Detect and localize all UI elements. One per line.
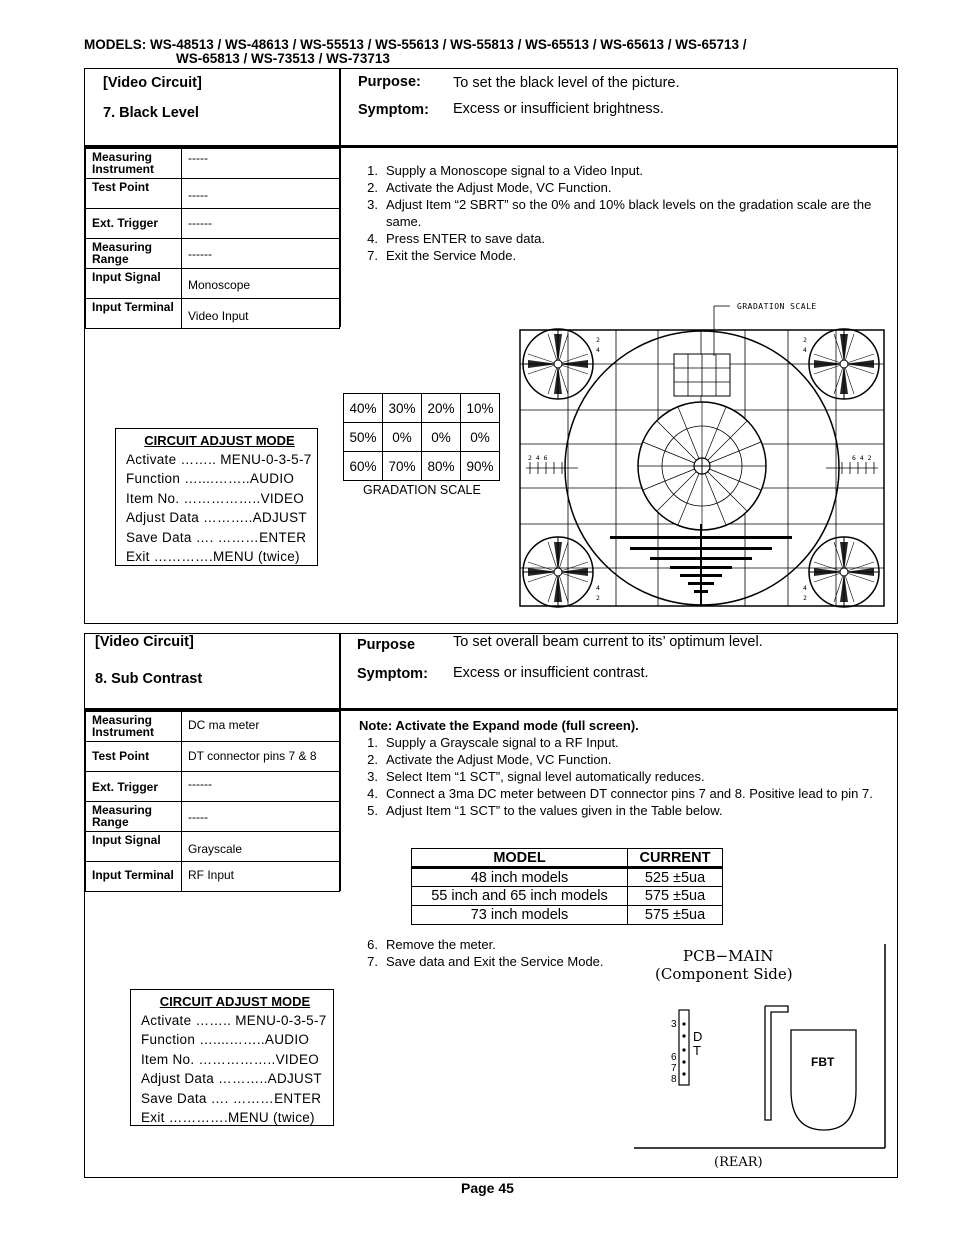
- page-number: Page 45: [461, 1180, 514, 1196]
- models-line-2: WS-65813 / WS-73513 / WS-73713: [176, 51, 390, 66]
- step-item: 5. Adjust Item “1 SCT” to the values given in the Table below.: [367, 803, 723, 818]
- grad-cell: 90%: [461, 452, 500, 481]
- measure-value: -----: [182, 802, 340, 832]
- measure-value: RF Input: [182, 862, 340, 892]
- grad-cell: 40%: [344, 394, 383, 423]
- section2-note: Note: Activate the Expand mode (full screen).: [359, 718, 639, 733]
- cam-title: CIRCUIT ADJUST MODE: [144, 433, 295, 448]
- grad-cell: 50%: [344, 423, 383, 452]
- gradation-table: [343, 393, 500, 481]
- grad-cell: 60%: [344, 452, 383, 481]
- step-item: 1. Supply a Grayscale signal to a RF Input.: [367, 735, 619, 750]
- cam-title: CIRCUIT ADJUST MODE: [159, 994, 311, 1009]
- pcb-diagram: [634, 940, 890, 1152]
- tick-digit: 4: [803, 584, 807, 592]
- cam-row: Function …....……..AUDIO: [126, 471, 295, 487]
- measure-value: ------: [182, 772, 340, 802]
- tick-digit: 2: [596, 594, 600, 602]
- monoscope-pattern: [518, 298, 888, 610]
- section1-title: 7. Black Level: [103, 105, 199, 121]
- section1-symptom: Excess or insufficient brightness.: [453, 101, 664, 117]
- section1-symptom-label: Symptom:: [358, 102, 429, 118]
- gradation-caption: GRADATION SCALE: [363, 483, 481, 497]
- measure-key: Measuring Instrument: [86, 712, 182, 742]
- table-cell: 575 ±5ua: [628, 906, 723, 925]
- step-item: 3. Select Item “1 SCT”, signal level automatically reduces.: [367, 769, 705, 784]
- grad-cell: 80%: [422, 452, 461, 481]
- measure-key: Ext. Trigger: [86, 209, 182, 239]
- cam-row: Adjust Data ………..ADJUST: [141, 1071, 322, 1087]
- cam-row: Exit ………….MENU (twice): [126, 549, 300, 565]
- section1-measure-table: [85, 148, 340, 329]
- table-header: MODEL: [412, 849, 628, 868]
- step-item: 4. Press ENTER to save data.: [367, 231, 545, 246]
- measure-value: Video Input: [182, 299, 340, 329]
- tick-digit: 4: [596, 584, 600, 592]
- step-item: 7. Save data and Exit the Service Mode.: [367, 954, 604, 969]
- step-item: 4. Connect a 3ma DC meter between DT connector pins 7 and 8. Positive lead to pin 7.: [367, 786, 873, 801]
- tick-digit: 4: [596, 346, 600, 354]
- pattern-gradation-label: GRADATION SCALE: [737, 302, 817, 311]
- grad-cell: 0%: [461, 423, 500, 452]
- measure-value: Grayscale: [182, 832, 340, 862]
- section2-category: [Video Circuit]: [95, 634, 194, 650]
- pcb-pin-label: 6: [671, 1052, 677, 1063]
- table-header: CURRENT: [628, 849, 723, 868]
- cam-row: Item No. ……………..VIDEO: [126, 490, 305, 506]
- tick-digit: 6 4 2: [852, 454, 872, 462]
- section1-category: [Video Circuit]: [103, 75, 202, 91]
- step-item: 2. Activate the Adjust Mode, VC Function.: [367, 180, 612, 195]
- section1-purpose: To set the black level of the picture.: [453, 75, 680, 91]
- grad-cell: 20%: [422, 394, 461, 423]
- section2-purpose-label: Purpose: [357, 637, 416, 653]
- measure-value: -----: [182, 149, 340, 179]
- cam-row: Activate …….. MENU-0-3-5-7: [141, 1013, 327, 1028]
- section1-steps: [362, 162, 882, 264]
- pcb-pin-label: 7: [671, 1063, 677, 1074]
- measure-value: -----: [182, 179, 340, 209]
- measure-value: ------: [182, 209, 340, 239]
- table-cell: 55 inch and 65 inch models: [412, 887, 628, 906]
- grad-cell: 70%: [383, 452, 422, 481]
- models-header: [84, 38, 747, 66]
- tick-digit: 4: [803, 346, 807, 354]
- grad-cell: 30%: [383, 394, 422, 423]
- measure-key: Measuring Range: [86, 239, 182, 269]
- pcb-connector-label: D T: [693, 1029, 703, 1058]
- grad-cell: 0%: [422, 423, 461, 452]
- grad-cell: 10%: [461, 394, 500, 423]
- section2-symptom-label: Symptom:: [357, 666, 428, 682]
- cam-row: Activate …….. MENU-0-3-5-7: [126, 452, 312, 467]
- table-cell: 48 inch models: [412, 868, 628, 887]
- table-cell: 73 inch models: [412, 906, 628, 925]
- measure-key: Test Point: [86, 742, 182, 772]
- section2-circuit-adjust-mode: [130, 989, 334, 1126]
- measure-key: Input Signal: [86, 832, 182, 862]
- pcb-rear-label: (REAR): [714, 1155, 763, 1170]
- step-item: 6. Remove the meter.: [367, 937, 496, 952]
- section2-purpose: To set overall beam current to its’ optimum level.: [453, 634, 763, 650]
- tick-digit: 2: [803, 594, 807, 602]
- section1-circuit-adjust-mode: [115, 428, 318, 566]
- step-item: 3. Adjust Item “2 SBRT” so the 0% and 10% black levels on the gradation scale are the same.: [367, 197, 872, 229]
- pcb-fbt-label: FBT: [811, 1055, 835, 1069]
- tick-digit: 2: [596, 336, 600, 344]
- section2-steps-2: [362, 936, 642, 970]
- models-line-1: MODELS: WS-48513 / WS-48613 / WS-55513 / WS-55613 / WS-55813 / WS-65513 / WS-65613 / WS-65713 /: [84, 37, 747, 52]
- section2-measure-table: [85, 711, 340, 892]
- cam-row: Adjust Data ………..ADJUST: [126, 510, 307, 526]
- measure-key: Input Signal: [86, 269, 182, 299]
- table-cell: 575 ±5ua: [628, 887, 723, 906]
- section2-symptom: Excess or insufficient contrast.: [453, 665, 649, 681]
- pcb-title-line2: (Component Side): [655, 965, 793, 983]
- measure-key: Input Terminal: [86, 299, 182, 329]
- measure-value: ------: [182, 239, 340, 269]
- tick-digit: 2 4 6: [528, 454, 548, 462]
- tick-digit: 2: [803, 336, 807, 344]
- table-cell: 525 ±5ua: [628, 868, 723, 887]
- measure-key: Test Point: [86, 179, 182, 209]
- cam-row: Item No. ……………..VIDEO: [141, 1051, 320, 1067]
- step-item: 2. Activate the Adjust Mode, VC Function.: [367, 752, 612, 767]
- measure-key: Ext. Trigger: [86, 772, 182, 802]
- current-table: [411, 848, 723, 925]
- section2-title: 8. Sub Contrast: [95, 671, 203, 687]
- cam-row: Save Data …. ………ENTER: [126, 529, 307, 545]
- cam-row: Save Data …. ………ENTER: [141, 1090, 322, 1106]
- step-item: 7. Exit the Service Mode.: [367, 248, 517, 263]
- measure-key: Input Terminal: [86, 862, 182, 892]
- pcb-pin-label: 3: [671, 1019, 677, 1030]
- measure-value: Monoscope: [182, 269, 340, 299]
- cam-row: Exit ………….MENU (twice): [141, 1110, 315, 1126]
- pcb-title-line1: PCB−MAIN: [683, 947, 774, 965]
- section1-purpose-label: Purpose:: [358, 74, 421, 90]
- measure-key: Measuring Range: [86, 802, 182, 832]
- measure-value: DT connector pins 7 & 8: [182, 742, 340, 772]
- section2-steps: [362, 734, 892, 819]
- measure-key: Measuring Instrument: [86, 149, 182, 179]
- grad-cell: 0%: [383, 423, 422, 452]
- measure-value: DC ma meter: [182, 712, 340, 742]
- cam-row: Function …....……..AUDIO: [141, 1032, 310, 1048]
- pcb-pin-label: 8: [671, 1074, 677, 1085]
- step-item: 1. Supply a Monoscope signal to a Video Input.: [367, 163, 644, 178]
